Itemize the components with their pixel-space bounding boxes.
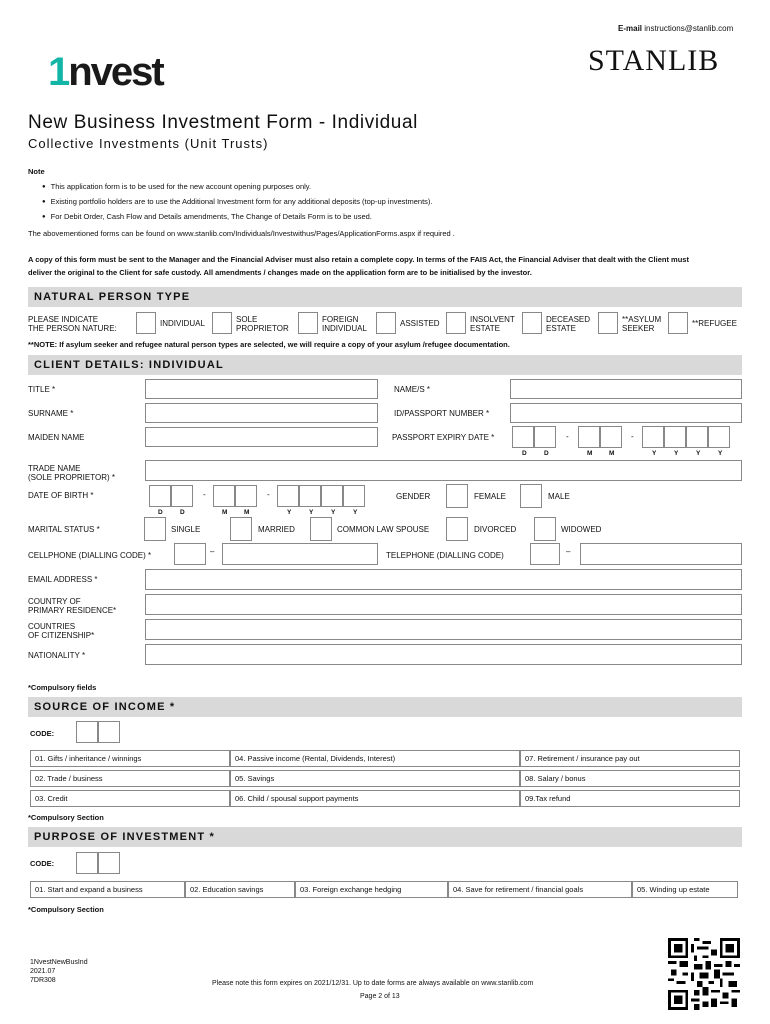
countries-citizenship-label: COUNTRIES OF CITIZENSHIP* — [28, 622, 95, 640]
section-source-of-income: SOURCE OF INCOME * — [28, 697, 742, 717]
note-item: ● Existing portfolio holders are to use the Additional Investment form for any additional deposits (top-up investments). — [52, 195, 433, 210]
country-residence-field[interactable] — [145, 594, 742, 615]
surname-field[interactable] — [145, 403, 378, 423]
form-codes: 1NvestNewBusInd 2021.07 7DR308 — [30, 959, 88, 984]
checkbox-single[interactable] — [144, 517, 166, 541]
stanlib-logo: STANLIB — [588, 44, 720, 77]
section-client-details: CLIENT DETAILS: INDIVIDUAL — [28, 355, 742, 375]
section-purpose-of-investment: PURPOSE OF INVESTMENT * — [28, 827, 742, 847]
income-option: 08. Salary / bonus — [520, 770, 740, 787]
option-deceased-estate-label: DECEASED ESTATE — [546, 315, 591, 333]
email-address-label: EMAIL ADDRESS * — [28, 575, 98, 584]
income-option: 04. Passive income (Rental, Dividends, Interest) — [230, 750, 520, 767]
checkbox-asylum-seeker[interactable] — [598, 312, 618, 334]
checkbox-widowed[interactable] — [534, 517, 556, 541]
forms-link-text: The abovementioned forms can be found on www.stanlib.com/Individuals/Investwithus/Pages/ApplicationForms.aspx if required . — [28, 229, 455, 238]
married-label: MARRIED — [258, 525, 295, 534]
telephone-dash: – — [566, 547, 571, 556]
email-line — [618, 24, 733, 33]
person-nature-prompt: PLEASE INDICATE THE PERSON NATURE: — [28, 315, 117, 333]
option-refugee-label: **REFUGEE — [692, 319, 737, 328]
purpose-option: 02. Education savings — [185, 881, 295, 898]
page-title: New Business Investment Form - Individual — [28, 112, 418, 133]
income-code-digit-1[interactable] — [76, 721, 98, 743]
checkbox-divorced[interactable] — [446, 517, 468, 541]
purpose-option: 05. Winding up estate — [632, 881, 738, 898]
marital-status-label: MARITAL STATUS * — [28, 525, 100, 534]
fais-text-1: A copy of this form must be sent to the Manager and the Financial Adviser must also retain a complete copy. In terms of the FAIS Act, the Financial Adviser that dealt with the Client must — [28, 255, 689, 264]
purpose-option: 01. Start and expand a business — [30, 881, 185, 898]
page-number: Page 2 of 13 — [360, 993, 400, 1000]
email-address-field[interactable] — [145, 569, 742, 590]
purpose-code-digit-2[interactable] — [98, 852, 120, 874]
income-code-digit-2[interactable] — [98, 721, 120, 743]
income-option: 05. Savings — [230, 770, 520, 787]
note-item: ● This application form is to be used for the new account opening purposes only. — [52, 180, 433, 195]
cellphone-dash: – — [210, 547, 215, 556]
single-label: SINGLE — [171, 525, 201, 534]
names-field[interactable] — [510, 379, 742, 399]
checkbox-married[interactable] — [230, 517, 252, 541]
checkbox-female[interactable] — [446, 484, 468, 508]
widowed-label: WIDOWED — [561, 525, 602, 534]
checkbox-insolvent-estate[interactable] — [446, 312, 466, 334]
fais-text-2: deliver the original to the Client for safe custody. All amendments / changes made on the application form are to be initialised by the investor. — [28, 268, 532, 277]
checkbox-assisted[interactable] — [376, 312, 396, 334]
note-label: Note — [28, 167, 45, 176]
telephone-code-field[interactable] — [530, 543, 560, 565]
section-natural-person-type: NATURAL PERSON TYPE — [28, 287, 742, 307]
male-label: MALE — [548, 492, 570, 501]
checkbox-individual[interactable] — [136, 312, 156, 334]
asylum-footnote: **NOTE: If asylum seeker and refugee natural person types are selected, we will require a copy of your asylum /refugee documentation. — [28, 340, 510, 349]
names-label: NAME/S * — [394, 385, 431, 394]
qr-code-icon — [668, 938, 740, 1010]
common-law-label: COMMON LAW SPOUSE — [337, 525, 430, 534]
trade-name-field[interactable] — [145, 460, 742, 481]
1nvest-logo: 1nvest — [48, 50, 163, 94]
trade-name-label: TRADE NAME (SOLE PROPRIETOR) * — [28, 464, 115, 482]
purpose-code-digit-1[interactable] — [76, 852, 98, 874]
option-sole-proprietor-label: SOLE PROPRIETOR — [236, 315, 289, 333]
option-individual-label: INDIVIDUAL — [160, 319, 205, 328]
expiry-note: Please note this form expires on 2021/12/31. Up to date forms are always available on www.stanlib.com — [212, 980, 534, 987]
nationality-label: NATIONALITY * — [28, 651, 86, 660]
purpose-compulsory-note: *Compulsory Section — [28, 905, 104, 914]
option-asylum-seeker-label: **ASYLUM SEEKER — [622, 315, 662, 333]
gender-label: GENDER — [396, 492, 431, 501]
countries-citizenship-field[interactable] — [145, 619, 742, 640]
telephone-label: TELEPHONE (DIALLING CODE) — [386, 551, 504, 560]
compulsory-fields-note: *Compulsory fields — [28, 683, 97, 692]
page-subtitle: Collective Investments (Unit Trusts) — [28, 136, 269, 151]
income-option: 07. Retirement / insurance pay out — [520, 750, 740, 767]
income-compulsory-note: *Compulsory Section — [28, 813, 104, 822]
cellphone-label: CELLPHONE (DIALLING CODE) * — [28, 551, 152, 560]
title-label: TITLE * — [28, 385, 56, 394]
income-option: 09.Tax refund — [520, 790, 740, 807]
checkbox-deceased-estate[interactable] — [522, 312, 542, 334]
checkbox-foreign-individual[interactable] — [298, 312, 318, 334]
country-residence-label: COUNTRY OF PRIMARY RESIDENCE* — [28, 597, 117, 615]
purpose-option: 03. Foreign exchange hedging — [295, 881, 448, 898]
option-insolvent-estate-label: INSOLVENT ESTATE — [470, 315, 515, 333]
maiden-name-label: MAIDEN NAME — [28, 433, 85, 442]
cellphone-code-field[interactable] — [174, 543, 206, 565]
surname-label: SURNAME * — [28, 409, 74, 418]
nationality-field[interactable] — [145, 644, 742, 665]
note-item: ● For Debit Order, Cash Flow and Details amendments, The Change of Details Form is to be used. — [52, 210, 433, 225]
passport-expiry-label: PASSPORT EXPIRY DATE * — [392, 433, 495, 442]
income-option: 01. Gifts / inheritance / winnings — [30, 750, 230, 767]
income-option: 02. Trade / business — [30, 770, 230, 787]
checkbox-sole-proprietor[interactable] — [212, 312, 232, 334]
checkbox-male[interactable] — [520, 484, 542, 508]
dob-label: DATE OF BIRTH * — [28, 491, 94, 500]
notes-list — [52, 180, 433, 225]
divorced-label: DIVORCED — [474, 525, 517, 534]
option-foreign-individual-label: FOREIGN INDIVIDUAL — [322, 315, 367, 333]
purpose-code-label: CODE: — [30, 859, 55, 868]
maiden-name-field[interactable] — [145, 427, 378, 447]
income-option: 03. Credit — [30, 790, 230, 807]
checkbox-refugee[interactable] — [668, 312, 688, 334]
title-field[interactable] — [145, 379, 378, 399]
cellphone-number-field[interactable] — [222, 543, 378, 565]
email-value[interactable]: instructions@stanlib.com — [644, 24, 734, 33]
id-passport-field[interactable] — [510, 403, 742, 423]
email-label: E-mail — [618, 24, 643, 33]
telephone-number-field[interactable] — [580, 543, 742, 565]
option-assisted-label: ASSISTED — [400, 319, 440, 328]
female-label: FEMALE — [474, 492, 507, 501]
income-code-label: CODE: — [30, 729, 55, 738]
income-option: 06. Child / spousal support payments — [230, 790, 520, 807]
checkbox-common-law[interactable] — [310, 517, 332, 541]
purpose-option: 04. Save for retirement / financial goals — [448, 881, 632, 898]
id-passport-label: ID/PASSPORT NUMBER * — [394, 409, 490, 418]
